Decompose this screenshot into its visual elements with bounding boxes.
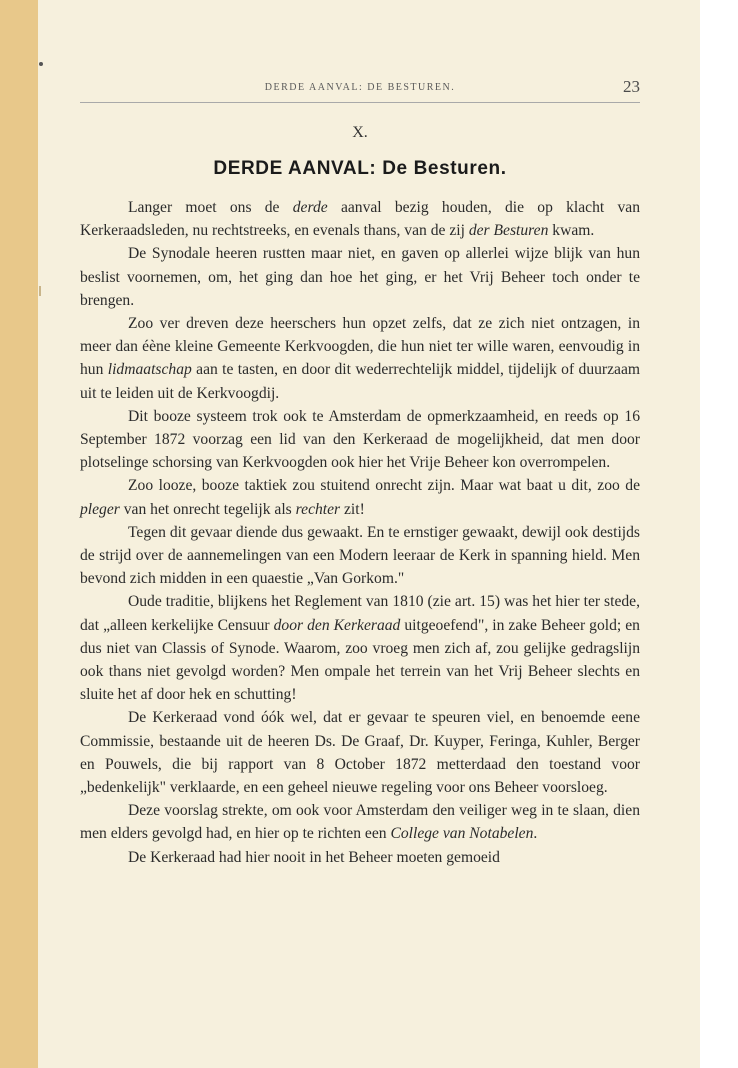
paragraph bbox=[80, 521, 640, 591]
text-run: zit! bbox=[340, 500, 365, 518]
text-run: Oude traditie, blijkens het Reglement van 1810 (zie art. 15) was het hier ter stede, dat „alleen kerkelijke Censuur bbox=[80, 593, 640, 634]
paper-mark bbox=[39, 286, 41, 296]
text-run: Zoo ver dreven deze heerschers hun opzet zelfs, dat ze zich niet ontzagen, in meer dan éène kleine Gemeente Kerkvoogden, die hun niet ter wille waren, eenvoudig in hun bbox=[80, 315, 640, 379]
text-run: kwam. bbox=[548, 222, 595, 240]
text-run: De Kerkeraad had hier nooit in het Beheer moeten gemoeid bbox=[128, 848, 500, 866]
text-run: . bbox=[533, 825, 538, 843]
paragraph bbox=[80, 846, 640, 869]
italic-text: der Besturen bbox=[468, 222, 549, 240]
page-number: 23 bbox=[623, 77, 640, 96]
paragraph bbox=[80, 474, 640, 520]
header-rule bbox=[80, 102, 640, 103]
paragraph bbox=[80, 196, 640, 242]
chapter-title: DERDE AANVAL: De Besturen. bbox=[213, 158, 507, 179]
text-run: aan te tasten, en door dit wederrechtelijk middel, tijdelijk of duurzaam uit te leiden uit de Kerkvoogdij. bbox=[80, 361, 640, 402]
paragraph bbox=[80, 312, 640, 405]
paragraph bbox=[80, 799, 640, 845]
scan-edge bbox=[0, 0, 38, 1068]
text-run: De Kerkeraad vond óók wel, dat er gevaar te speuren viel, en benoemde eene Commissie, bestaande uit de heeren Ds. De Graaf, Dr. Kuyper, Feringa, Kuhler, Berger en Pouwels, die bij rapport van 8 October 1872 metterdaad den toestand voor „bedenkelijk" verklaarde, en een geheel nieuwe regeling voor ons Beheer voorsloeg. bbox=[80, 709, 640, 797]
text-run: uitgeoefend", in zake Beheer gold; en dus niet van Classis of Synode. Waarom, zoo vroeg men zich af, zou gelijke gedragslijn ook thans niet gevolgd worden? Men ompale het terrein van het Vrij Beheer slechts en sluite het af door hek en schutting! bbox=[80, 616, 640, 704]
running-head: DERDE AANVAL: DE BESTUREN. bbox=[264, 82, 456, 93]
italic-text: rechter bbox=[295, 500, 341, 518]
paragraph bbox=[80, 242, 640, 312]
chapter-number: X. bbox=[352, 124, 368, 141]
text-run: Langer moet ons de bbox=[128, 199, 293, 216]
paragraph bbox=[80, 590, 640, 706]
text-run: Zoo looze, booze taktiek zou stuitend onrecht zijn. Maar wat baat u dit, zoo de bbox=[128, 477, 640, 495]
scan-margin bbox=[700, 0, 738, 1068]
text-run: Dit booze systeem trok ook te Amsterdam de opmerkzaamheid, en reeds op 16 September 1872 voorzag een lid van den Kerkeraad de mogelijkheid, dat men door plotselinge schorsing van Kerkvoogden ook hier het Vrije Beheer kon overrompelen. bbox=[80, 407, 640, 472]
ink-speck bbox=[39, 62, 43, 66]
italic-text: College van Notabelen bbox=[390, 825, 534, 843]
text-run: De Synodale heeren rustten maar niet, en gaven op allerlei wijze blijk van hun beslist voornemen, om, het ging dan hoe het ging, er het Vrij Beheer toch onder te brengen. bbox=[80, 245, 640, 309]
italic-text: derde bbox=[292, 199, 328, 216]
italic-text: pleger bbox=[80, 500, 120, 518]
body-text bbox=[80, 196, 640, 869]
text-run: van het onrecht tegelijk als bbox=[119, 500, 296, 518]
italic-text: door den Kerkeraad bbox=[273, 616, 401, 634]
paragraph bbox=[80, 405, 640, 475]
text-run: Deze voorslag strekte, om ook voor Amsterdam den veiliger weg in te slaan, dien men elders gevolgd had, en hier op te richten een bbox=[80, 802, 640, 843]
italic-text: lidmaatschap bbox=[107, 361, 192, 379]
text-run: aanval bezig houden, die op klacht van Kerkeraadsleden, nu rechtstreeks, en evenals thans, van de zij bbox=[80, 199, 641, 240]
paragraph bbox=[80, 706, 640, 799]
text-run: Tegen dit gevaar diende dus gewaakt. En te ernstiger gewaakt, dewijl ook destijds de strijd over de aannemelingen van een Modern leeraar de Kerk in spanning hield. Men bevond zich midden in een quaestie „Van Gorkom." bbox=[80, 523, 640, 588]
page-header bbox=[80, 77, 640, 102]
